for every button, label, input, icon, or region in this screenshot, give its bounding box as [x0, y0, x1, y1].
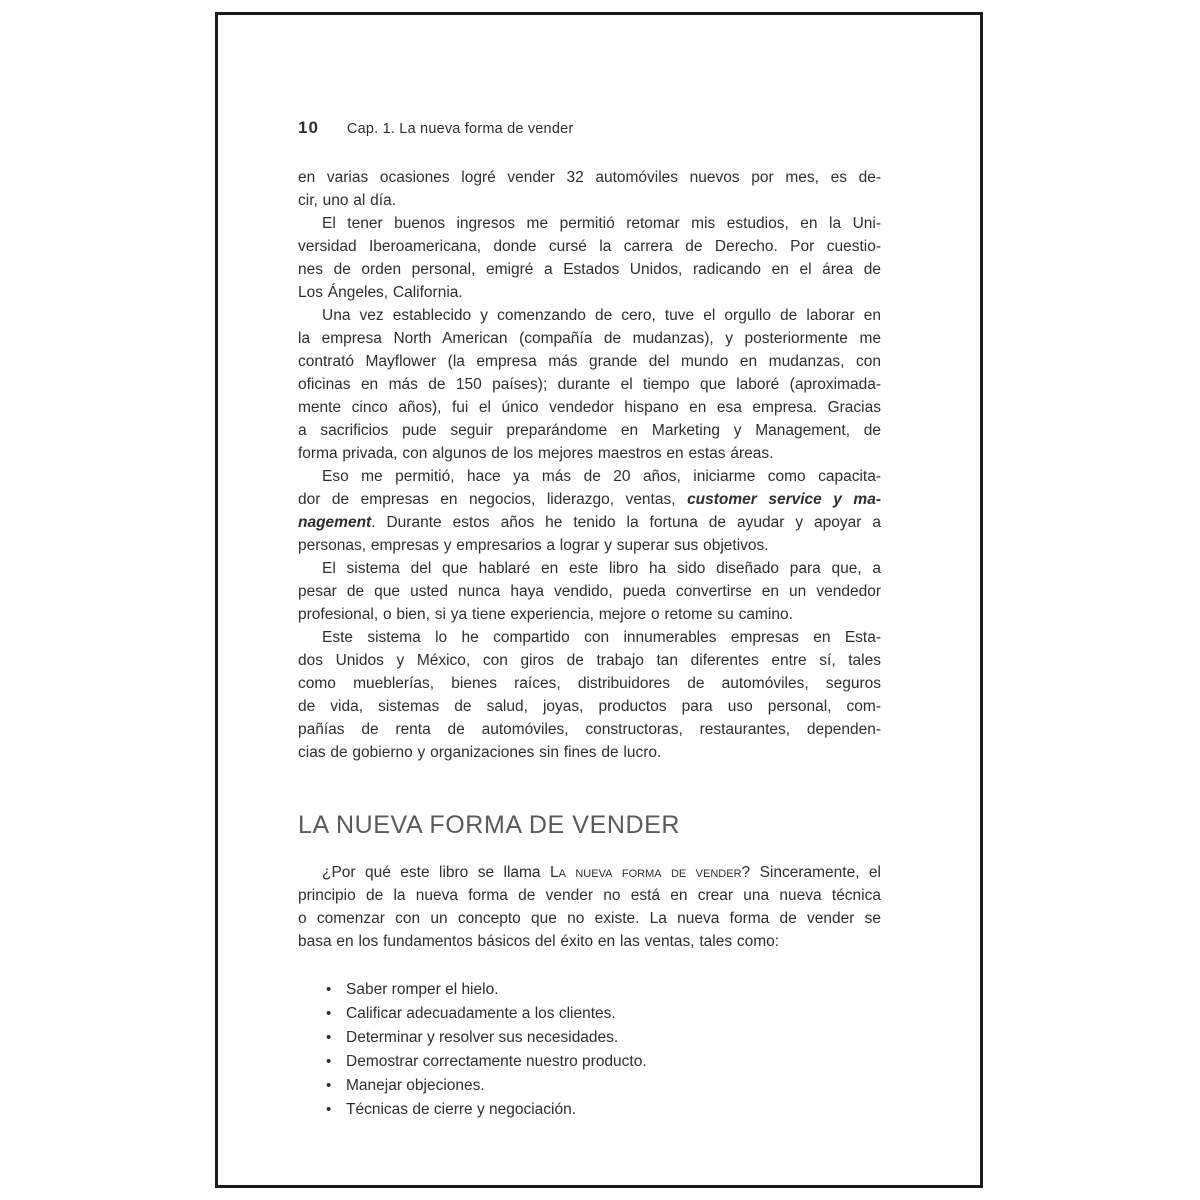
bullet-icon: •	[326, 981, 332, 998]
bullet-icon: •	[326, 1053, 332, 1070]
text-line: dor de empresas en negocios, liderazgo, ventas, customer service y ma-	[298, 491, 881, 508]
text-line: Este sistema lo he compartido con innumerables empresas en Esta-	[322, 629, 881, 646]
list-item	[298, 1050, 881, 1074]
paragraph	[298, 212, 881, 304]
bullet-icon: •	[326, 1029, 332, 1046]
paragraph	[298, 861, 881, 953]
text-line: dos Unidos y México, con giros de trabajo tan diferentes entre sí, tales	[298, 652, 881, 669]
emphasis-text: customer service y ma-	[687, 491, 881, 508]
text-line: en varias ocasiones logré vender 32 automóviles nuevos por mes, es de-	[298, 169, 881, 186]
text-line: versidad Iberoamericana, donde cursé la carrera de Derecho. Por cuestio-	[298, 238, 881, 255]
paragraph	[298, 304, 881, 465]
list-item	[298, 978, 881, 1002]
paragraph	[298, 465, 881, 557]
text-line: pañías de renta de automóviles, constructoras, restaurantes, dependen-	[298, 721, 881, 738]
list-item-text: Calificar adecuadamente a los clientes.	[346, 1005, 616, 1022]
text-line: a sacrificios pude seguir preparándome en Marketing y Management, de	[298, 422, 881, 439]
text-line: cias de gobierno y organizaciones sin fines de lucro.	[298, 744, 662, 761]
text-line: basa en los fundamentos básicos del éxito en las ventas, tales como:	[298, 933, 780, 950]
list-item-text: Técnicas de cierre y negociación.	[346, 1101, 577, 1118]
text-line: Eso me permitió, hace ya más de 20 años, iniciarme como capacita-	[322, 468, 881, 485]
text-line: cir, uno al día.	[298, 192, 397, 209]
bullet-list	[298, 978, 881, 1122]
text-line: pesar de que usted nunca haya vendido, pueda convertirse en un vendedor	[298, 583, 881, 600]
list-item	[298, 1098, 881, 1122]
text-line: nagement. Durante estos años he tenido la fortuna de ayudar y apoyar a	[298, 514, 881, 531]
bullet-icon: •	[326, 1101, 332, 1118]
text-line: El sistema del que hablaré en este libro ha sido diseñado para que, a	[322, 560, 881, 577]
bullet-icon: •	[326, 1077, 332, 1094]
paragraph-block-top	[298, 166, 881, 764]
page-header	[298, 118, 881, 139]
text-line: oficinas en más de 150 países); durante el tiempo que laboré (aproximada-	[298, 376, 881, 393]
paragraph	[298, 166, 881, 212]
text-line: Los Ángeles, California.	[298, 284, 463, 301]
emphasis-text: nagement	[298, 514, 372, 531]
text-line: forma privada, con algunos de los mejores maestros en estas áreas.	[298, 445, 774, 462]
chapter-title: Cap. 1. La nueva forma de vender	[346, 121, 574, 137]
paragraph	[298, 557, 881, 626]
page-content	[298, 166, 881, 1122]
text-line: nes de orden personal, emigré a Estados Unidos, radicando en el área de	[298, 261, 881, 278]
text-line: o comenzar con un concepto que no existe. La nueva forma de vender se	[298, 910, 881, 927]
page-frame	[215, 12, 983, 1188]
list-item-text: Saber romper el hielo.	[346, 981, 499, 998]
list-item	[298, 1002, 881, 1026]
paragraph	[298, 626, 881, 764]
text-line: contrató Mayflower (la empresa más grande del mundo en mudanzas, con	[298, 353, 881, 370]
paragraph-block-mid	[298, 861, 881, 953]
text-line: de vida, sistemas de salud, joyas, productos para uso personal, com-	[298, 698, 881, 715]
small-caps-title: La nueva forma de vender	[549, 864, 742, 881]
bullet-icon: •	[326, 1005, 332, 1022]
list-item-text: Manejar objeciones.	[346, 1077, 485, 1094]
list-item-text: Determinar y resolver sus necesidades.	[346, 1029, 619, 1046]
page-number: 10	[298, 118, 319, 137]
text-line: ¿Por qué este libro se llama La nueva forma de vender? Sinceramente, el	[322, 864, 881, 881]
text-line: Una vez establecido y comenzando de cero, tuve el orgullo de laborar en	[322, 307, 881, 324]
section-heading: LA NUEVA FORMA DE VENDER	[298, 811, 681, 839]
text-line: la empresa North American (compañía de mudanzas), y posteriormente me	[298, 330, 881, 347]
text-line: profesional, o bien, si ya tiene experiencia, mejore o retome su camino.	[298, 606, 793, 623]
text-line: mente cinco años), fui el único vendedor hispano en esa empresa. Gracias	[298, 399, 881, 416]
list-item	[298, 1026, 881, 1050]
list-item	[298, 1074, 881, 1098]
text-line: personas, empresas y empresarios a lograr y superar sus objetivos.	[298, 537, 769, 554]
text-line: principio de la nueva forma de vender no está en crear una nueva técnica	[298, 887, 881, 904]
text-line: como mueblerías, bienes raíces, distribuidores de automóviles, seguros	[298, 675, 881, 692]
list-item-text: Demostrar correctamente nuestro producto.	[346, 1053, 647, 1070]
text-line: El tener buenos ingresos me permitió retomar mis estudios, en la Uni-	[322, 215, 881, 232]
